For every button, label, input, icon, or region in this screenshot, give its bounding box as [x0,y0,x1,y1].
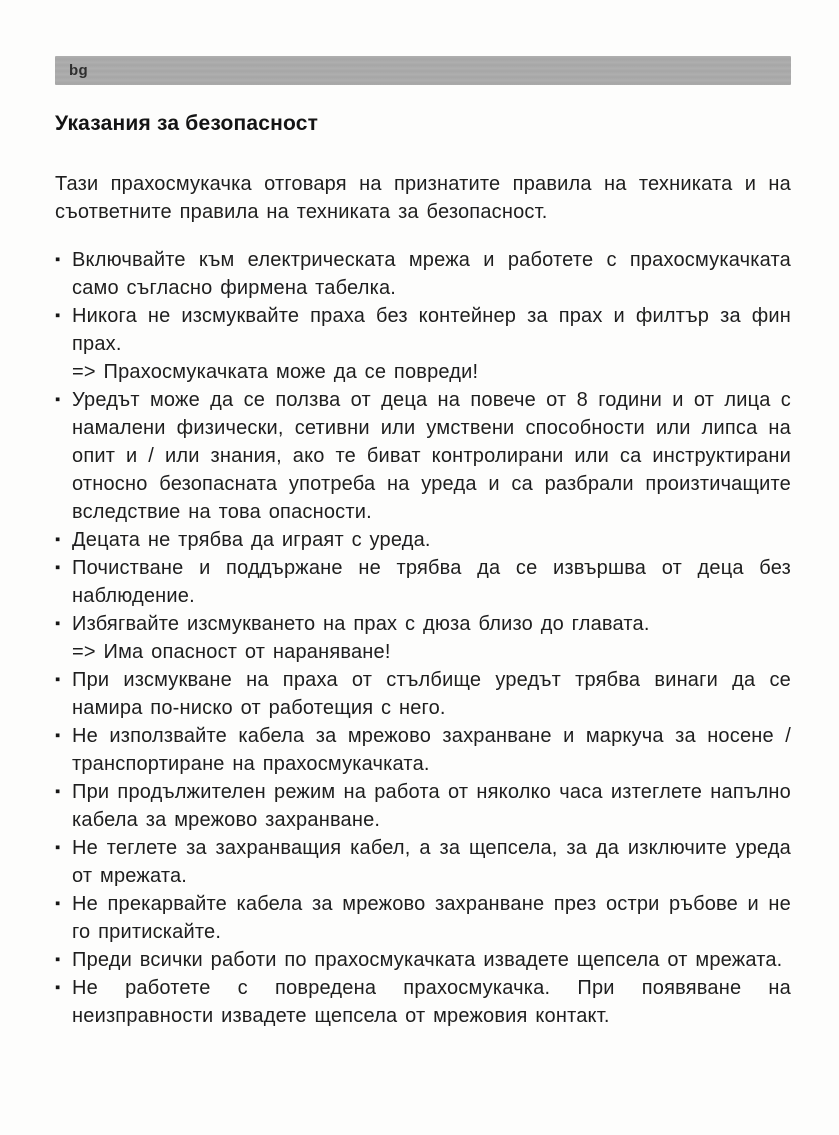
list-item-text: Не прекарвайте кабела за мрежово захранване през остри ръбове и не го притискайте. [72,893,791,943]
list-item [55,610,791,666]
safety-instructions-list [55,246,791,1030]
list-item-text: Преди всички работи по прахосмукачката извадете щепсела от мрежата. [72,949,783,971]
list-item [55,722,791,778]
list-item-text: Децата не трябва да играят с уреда. [72,529,431,551]
list-item-text: Уредът може да се ползва от деца на повече от 8 години и от лица с намалени физически, сетивни или умствени способности или липса на опит и / или знания, ако те биват контролирани или са инструктирани относно безопасната употреба на уреда и са разбрали произтичащите вследствие на това опасности. [72,389,791,523]
square-bullet-icon: ▪ [55,391,61,408]
list-item-text: Включвайте към електрическата мрежа и работете с прахосмукачката само съгласно фирмена табелка. [72,249,791,299]
consequence-note: => Има опасност от нараняване! [72,641,391,663]
square-bullet-icon: ▪ [55,615,61,632]
list-item [55,890,791,946]
language-code-label: bg [69,62,88,79]
consequence-note: => Прахосмукачката може да се повреди! [72,361,479,383]
square-bullet-icon: ▪ [55,783,61,800]
list-item [55,246,791,302]
list-item-text: Никога не изсмуквайте праха без контейнер за прах и филтър за фин прах. [72,305,791,355]
list-item [55,526,791,554]
list-item [55,302,791,386]
list-item-text: Почистване и поддържане не трябва да се извършва от деца без наблюдение. [72,557,791,607]
square-bullet-icon: ▪ [55,251,61,268]
square-bullet-icon: ▪ [55,531,61,548]
list-item [55,386,791,526]
square-bullet-icon: ▪ [55,951,61,968]
square-bullet-icon: ▪ [55,307,61,324]
square-bullet-icon: ▪ [55,671,61,688]
list-item-text: Избягвайте изсмукването на прах с дюза близо до главата. [72,613,650,635]
list-item-text: Не теглете за захранващия кабел, а за щепсела, за да изключите уреда от мрежата. [72,837,791,887]
square-bullet-icon: ▪ [55,727,61,744]
list-item [55,778,791,834]
page-title: Указания за безопасност [55,112,319,135]
list-item [55,554,791,610]
language-header-bar [55,56,791,85]
square-bullet-icon: ▪ [55,895,61,912]
list-item [55,946,791,974]
page-content [55,112,791,1030]
list-item-text: При изсмукване на праха от стълбище уредът трябва винаги да се намира по-ниско от работещия с него. [72,669,791,719]
list-item [55,974,791,1030]
square-bullet-icon: ▪ [55,559,61,576]
list-item [55,666,791,722]
list-item-text: Не работете с повредена прахосмукачка. При появяване на неизправности извадете щепсела от мрежовия контакт. [72,977,791,1027]
intro-paragraph: Тази прахосмукачка отговаря на признатите правила на техниката и на съответните правила на техниката за безопасност. [55,173,791,223]
square-bullet-icon: ▪ [55,839,61,856]
list-item-text: Не използвайте кабела за мрежово захранване и маркуча за носене / транспортиране на прахосмукачката. [72,725,791,775]
square-bullet-icon: ▪ [55,979,61,996]
list-item [55,834,791,890]
list-item-text: При продължителен режим на работа от няколко часа изтеглете напълно кабела за мрежово захранване. [72,781,791,831]
